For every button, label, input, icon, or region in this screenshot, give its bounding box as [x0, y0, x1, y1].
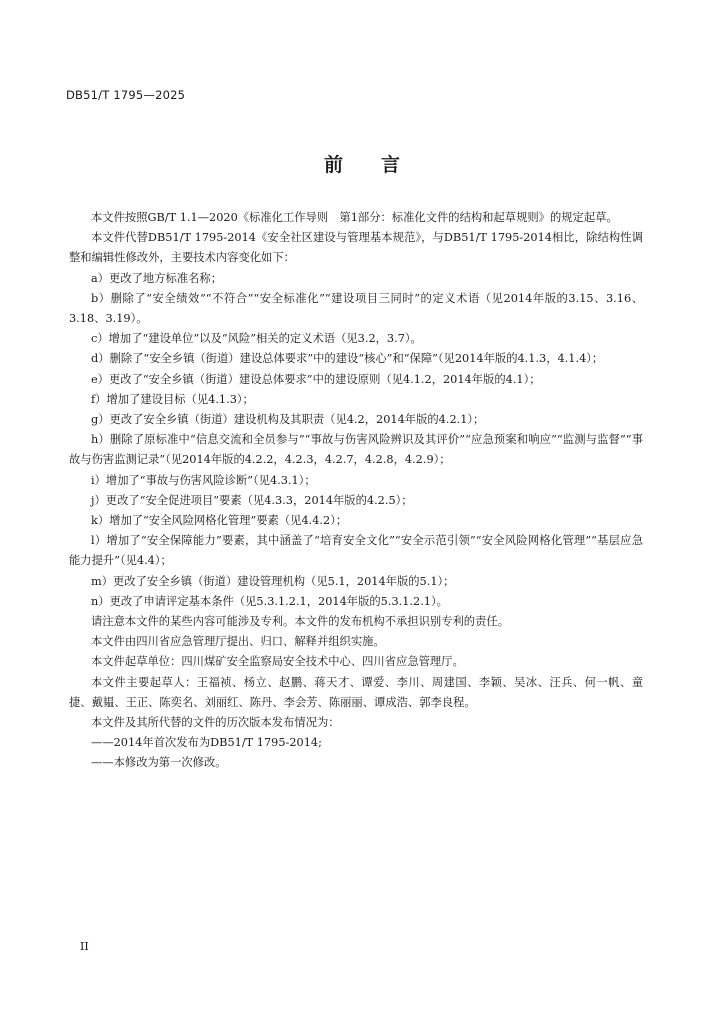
list-item: d）删除了“安全乡镇（街道）建设总体要求”中的建设“核心”和“保障”（见2014年版的4.1.3，4.1.4）；	[91, 352, 604, 366]
paragraph: 本文件由四川省应急管理厅提出、归口、解释并组织实施。	[91, 635, 385, 649]
foreword-body	[69, 208, 643, 774]
list-item: e）更改了“安全乡镇（街道）建设总体要求”中的建设原则（见4.1.2，2014年版的4.1）；	[91, 372, 541, 386]
title-char-right: 言	[381, 154, 401, 176]
list-item: i）增加了“事故与伤害风险诊断”（见4.3.1）；	[91, 473, 316, 487]
paragraph: 请注意本文件的某些内容可能涉及专利。本文件的发布机构不承担识别专利的责任。	[91, 615, 509, 629]
list-item: h）删除了原标准中“信息交流和全员参与”“事故与伤害风险辨识及其评价”“应急预案和响应”“监测与监督”“事故与伤害监测记录”（见2014年版的4.2.2，4.2.3，4.2.7，4.2.8，4.2.9）；	[69, 433, 643, 467]
history-item: ——2014年首次发布为DB51/T 1795-2014;	[91, 736, 322, 750]
list-item: g）更改了安全乡镇（街道）建设机构及其职责（见4.2，2014年版的4.2.1）；	[91, 413, 485, 427]
list-item: k）增加了“安全风险网格化管理”要素（见4.4.2）；	[91, 514, 348, 528]
history-item: ——本修改为第一次修改。	[91, 756, 227, 770]
list-item: n）更改了申请评定基本条件（见5.3.1.2.1，2014年版的5.3.1.2.1）。	[91, 594, 448, 608]
list-item: m）更改了安全乡镇（街道）建设管理机构（见5.1，2014年版的5.1）；	[91, 574, 455, 588]
paragraph: 本文件主要起草人：王福祯、杨立、赵鹏、蒋天才、谭爱、李川、周建国、李颖、吴冰、汪兵、何一帆、童捷、戴韫、王正、陈奕名、刘丽红、陈丹、李会芳、陈丽丽、谭成浩、郭李良程。	[69, 675, 643, 709]
paragraph: 本文件及其所代替的文件的历次版本发布情况为：	[91, 716, 340, 730]
list-item: c）增加了“建设单位”以及“风险”相关的定义术语（见3.2，3.7）。	[91, 332, 422, 346]
list-item: j）更改了“安全促进项目”要素（见4.3.3，2014年版的4.2.5）；	[91, 493, 413, 507]
list-item: b）删除了“安全绩效”“不符合”“安全标准化”“建设项目三同时”的定义术语（见2014年版的3.15、3.16、3.18、3.19）。	[69, 291, 643, 326]
list-item: f）增加了建设目标（见4.1.3）；	[91, 392, 254, 406]
paragraph: 本文件按照GB/T 1.1—2020《标准化工作导则 第1部分：标准化文件的结构和起草规则》的规定起草。	[91, 211, 618, 224]
page-title	[0, 150, 724, 177]
paragraph: 本文件代替DB51/T 1795-2014《安全社区建设与管理基本规范》，与DB51/T 1795-2014相比，除结构性调整和编辑性修改外，主要技术内容变化如下：	[69, 231, 643, 265]
standard-code: DB51/T 1795—2025	[66, 88, 186, 102]
title-char-left: 前	[323, 154, 343, 176]
paragraph: 本文件起草单位：四川煤矿安全监察局安全技术中心、四川省应急管理厅。	[91, 655, 464, 669]
list-item: l）增加了“安全保障能力”要素，其中涵盖了“培育安全文化”“安全示范引领”“安全风险网格化管理”“基层应急能力提升”（见4.4）；	[69, 534, 643, 568]
page-number: II	[80, 940, 89, 953]
list-item: a）更改了地方标准名称；	[91, 271, 223, 285]
